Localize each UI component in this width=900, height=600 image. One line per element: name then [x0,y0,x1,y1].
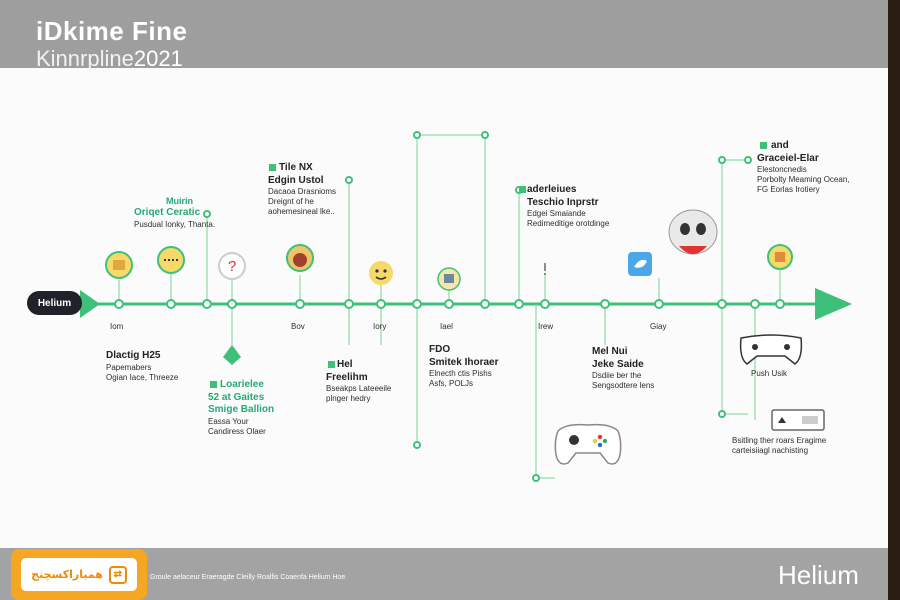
event-desc: Candiress Olaer [208,426,266,436]
event-line: carteisiiagl nachisting [732,446,809,455]
event-line: Pusdual Ionky, Thanta. [134,219,216,229]
timeline-node [414,442,420,448]
event-title: FDO [429,344,451,355]
event-title: Loarielee [220,379,264,390]
event-line: Elestoncnedis [757,165,807,174]
timeline-node [167,300,175,308]
event-5 [326,359,391,404]
tick-label: Push Usik [751,369,788,378]
bomb-icon [223,345,241,365]
controller-icon [741,335,802,364]
event-line: aohemesineal lke.. [268,207,335,216]
gamepad-icon [555,425,620,464]
timeline-node [203,300,211,308]
bullet-icon [519,186,526,193]
event-subtitle: Freelihm [326,371,368,383]
timeline-node [228,300,236,308]
event-line: Elnecth ctis Pishs [429,369,492,378]
event-8 [592,346,654,391]
character-icon [287,245,313,271]
timeline-node [655,300,663,308]
badge-icon [768,245,792,269]
timeline-start-arrow [80,290,100,318]
event-line: Dsdiie ber the [592,371,642,380]
timeline-node [445,300,453,308]
timeline-node [346,177,352,183]
event-7 [527,184,609,229]
event-subtitle: Muirin [166,196,193,206]
mascot-icon [669,210,717,254]
event-2 [134,196,215,230]
event-title: Oriqet Ceratic [134,207,201,219]
event-10 [732,436,826,456]
timeline-node [718,300,726,308]
footer-brand: Helium [778,560,859,590]
event-subtitle: Graceiel-Elar [757,152,819,164]
question-icon [219,253,245,279]
smiley-icon [369,261,393,285]
timeline-node [296,300,304,308]
event-line: Papemabers [106,362,152,372]
dots-icon [158,247,184,273]
event-line: Dacaoa Drasnioms [268,187,337,196]
console-device-icon [772,410,824,430]
event-1 [106,350,178,383]
timeline-node [533,475,539,481]
tick-label: Giay [650,322,667,331]
timeline-node [413,300,421,308]
tick-label: Iory [373,322,387,331]
watermark-badge[interactable] [11,549,147,600]
exclamation-icon [544,263,546,275]
event-line: Bsitling ther roars Eragime [732,436,827,445]
timeline-node [751,300,759,308]
exchange-icon: ⇄ [109,566,127,584]
timeline-node [719,157,725,163]
event-line: Porbolty Meaming Ocean, [757,175,850,184]
subtitle-year: 2021 [133,46,183,71]
event-title: Dlactig H25 [106,350,161,361]
footer-note: Groule aelaceur Eraeragde Cleilly Roalfis Coaenfa Helium Hoe [150,574,346,581]
timeline-node [482,132,488,138]
event-title: and [771,140,789,151]
event-title: aderleiues [527,184,577,195]
event-line: FG Eorlas Irotiery [757,185,820,194]
console-icon [106,252,132,278]
event-9 [757,140,850,195]
timeline-node [745,157,751,163]
event-line: 52 at Gaites [208,391,265,403]
event-subtitle: Edgin Ustol [268,174,324,186]
bird-icon [628,252,652,276]
event-line: Bseakps Lateeeile [326,384,392,393]
timeline-node [515,300,523,308]
timeline-node [481,300,489,308]
event-6 [429,344,498,389]
event-subtitle: Smitek Ihoraer [429,356,499,368]
subtitle-text: Kinnrpline [36,46,134,71]
event-title: Hel [337,359,353,370]
tick-label: Irew [538,322,554,331]
event-line: Sengsodtere lens [592,381,655,390]
badge-label: همیاراکسچنج [31,568,103,581]
event-line: plnger hedry [326,394,371,403]
timeline-node [115,300,123,308]
timeline-node [377,300,385,308]
event-line: Redimeditige orotdinge [527,219,610,228]
tick-label: Iael [440,322,453,331]
page-title: iDkime Fine [36,16,188,46]
event-line: Asfs, POLJs [429,379,474,388]
event-line: Smige Ballion [208,404,275,415]
event-line: Edgei Smaiande [527,209,586,218]
timeline-start-label: Helium [27,291,82,315]
event-title: Tile NX [279,162,313,173]
event-desc: Eassa Your [208,416,249,426]
timeline-end-arrow [815,288,852,320]
event-line: Dreignt of he [268,197,314,206]
event-line: Ogian Iace, Threeze [106,372,179,382]
event-3 [208,379,274,437]
event-subtitle: Jeke Saide [592,358,644,370]
timeline-node [601,300,609,308]
timeline-node [414,132,420,138]
timeline-node [776,300,784,308]
tick-label: Iom [110,322,124,331]
timeline-node [541,300,549,308]
robot-icon [438,268,460,290]
event-title: Mel Nui [592,346,628,357]
tick-label: Bov [291,322,305,331]
timeline-node [345,300,353,308]
event-4 [268,162,336,217]
event-subtitle: Teschio Inprstr [527,196,599,208]
svg-text:?: ? [227,258,237,275]
timeline-node [719,411,725,417]
badge-inner [21,558,137,591]
